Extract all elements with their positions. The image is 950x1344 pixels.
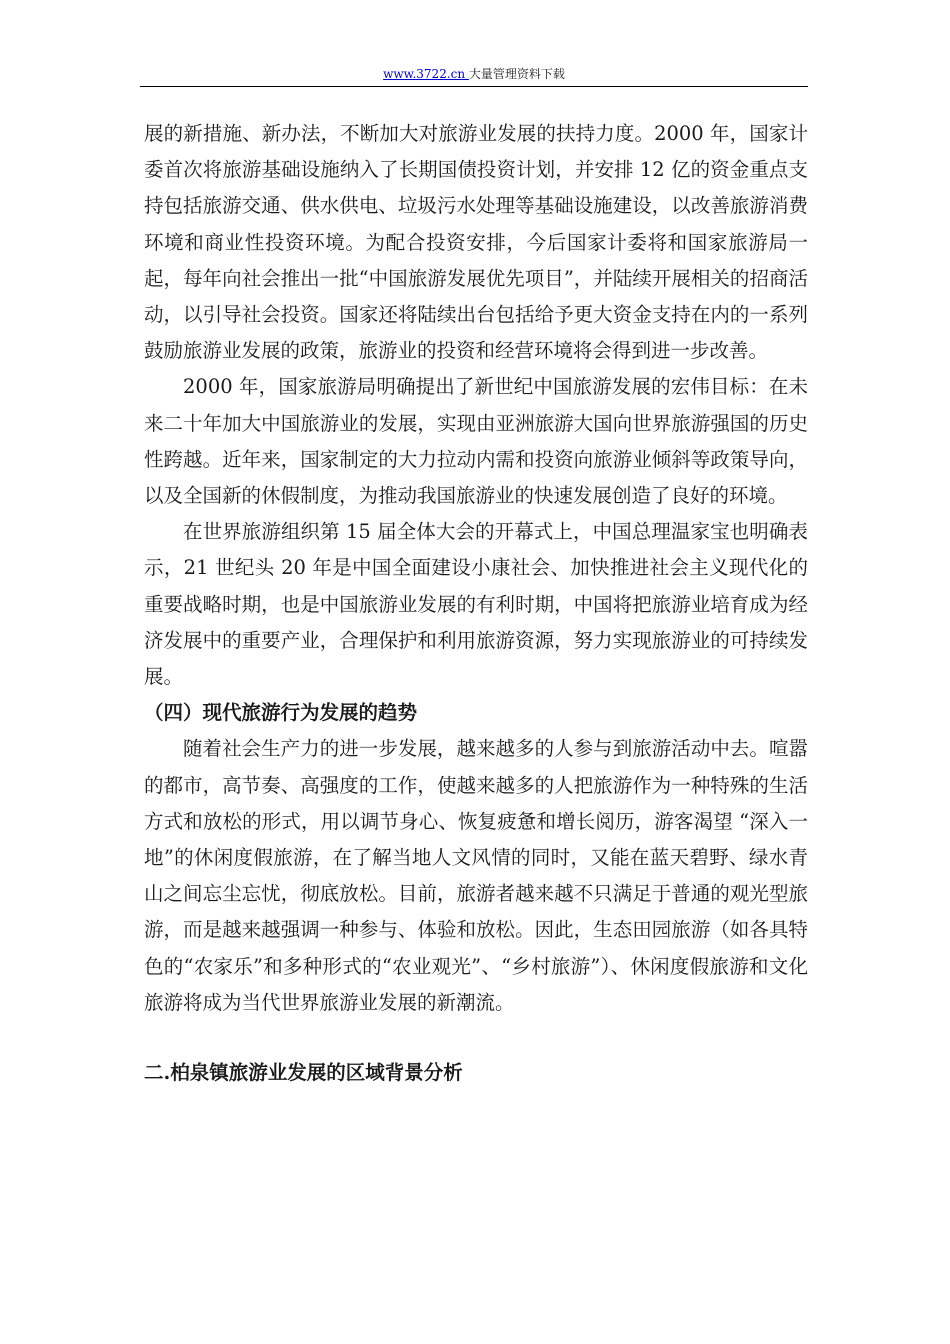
paragraph-wto-assembly: 在世界旅游组织第 15 届全体大会的开幕式上，中国总理温家宝也明确表示，21 世纪头 20 年是中国全面建设小康社会、加快推进社会主义现代化的重要战略时期，也是中国旅游业发展的有利时期，中国将把旅游业培育成为经济发展中的重要产业，合理保护和利用旅游资源，努力实现旅游业的可持续发展。: [144, 520, 808, 689]
section-heading: （四）现代旅游行为发展的趋势: [144, 701, 418, 725]
header-link[interactable]: www.3722.cn: [383, 67, 469, 81]
paragraph-goal-2000: 2000 年，国家旅游局明确提出了新世纪中国旅游发展的宏伟目标：在未来二十年加大中国旅游业的发展，实现由亚洲旅游大国向世界旅游强国的历史性跨越。近年来，国家制定的大力拉动内需和投资向旅游业倾斜等政策导向，以及全国新的休假制度，为推动我国旅游业的快速发展创造了良好的环境。: [144, 375, 808, 508]
document-body: [144, 116, 808, 1091]
paragraph-trends: 随着社会生产力的进一步发展，越来越多的人参与到旅游活动中去。喧嚣的都市，高节奏、高强度的工作，使越来越多的人把旅游作为一种特殊的生活方式和放松的形式，用以调节身心、恢复疲惫和增长阅历，游客渴望 “深入一地”的休闲度假旅游，在了解当地人文风情的同时，又能在蓝天碧野、绿水青山之间忘尘忘忧，彻底放松。目前，旅游者越来越不只满足于普通的观光型旅游，而是越来越强调一种参与、体验和放松。因此，生态田园旅游（如各具特色的“农家乐”和多种形式的“农业观光”、“乡村旅游”）、休闲度假旅游和文化旅游将成为当代世界旅游业发展的新潮流。: [144, 737, 808, 1014]
header-divider: [140, 86, 808, 87]
header-text: 大量管理资料下载: [468, 67, 565, 81]
page-header: [140, 66, 808, 82]
paragraph-policy: 展的新措施、新办法，不断加大对旅游业发展的扶持力度。2000 年，国家计委首次将旅游基础设施纳入了长期国债投资计划，并安排 12 亿的资金重点支持包括旅游交通、供水供电、垃圾污水处理等基础设施建设，以改善旅游消费环境和商业性投资环境。为配合投资安排，今后国家计委将和国家旅游局一起，每年向社会推出一批“中国旅游发展优先项目”，并陆续开展相关的招商活动，以引导社会投资。国家还将陆续出台包括给予更大资金支持在内的一系列鼓励旅游业发展的政策，旅游业的投资和经营环境将会得到进一步改善。: [144, 122, 808, 363]
chapter-heading: 二.柏泉镇旅游业发展的区域背景分析: [144, 1061, 463, 1085]
